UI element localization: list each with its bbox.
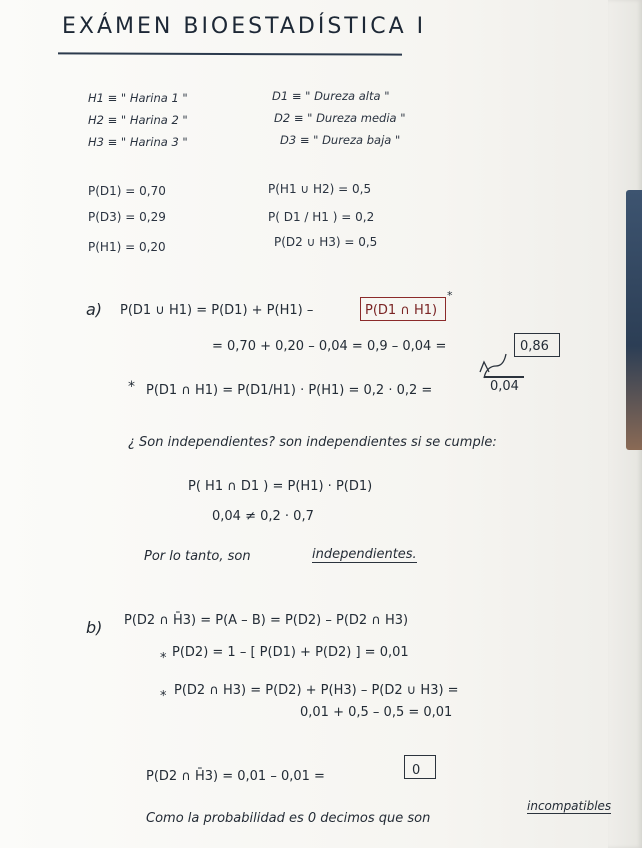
part-b-line2: P(D2) = 1 – [ P(D1) + P(D2) ] = 0,01: [172, 645, 409, 660]
definition-h1: H1 ≡ " Harina 1 ": [88, 91, 188, 105]
given-p-d3: P(D3) = 0,29: [88, 210, 166, 224]
given-p-h1-or-h2: P(H1 ∪ H2) = 0,5: [268, 182, 372, 196]
definition-d3: D3 ≡ " Dureza baja ": [280, 133, 401, 147]
part-b-result: 0: [412, 763, 421, 778]
given-p-d1-given-h1: P( D1 / H1 ) = 0,2: [268, 210, 375, 224]
definition-h3: H3 ≡ " Harina 3 ": [88, 135, 188, 149]
part-a-conclusion-word: independientes.: [312, 547, 417, 562]
part-a-label: a): [86, 300, 103, 319]
part-a-intersection-result: 0,04: [490, 379, 519, 394]
part-a-result-overline: [484, 376, 524, 378]
part-b-line3: P(D2 ∩ H3) = P(D2) + P(H3) – P(D2 ∪ H3) =: [174, 683, 459, 698]
part-b-line4: 0,01 + 0,5 – 0,5 = 0,01: [300, 705, 453, 720]
part-a-line3: P(D1 ∩ H1) = P(D1/H1) · P(H1) = 0,2 · 0,2 =: [146, 383, 433, 398]
background-object: [626, 190, 642, 450]
part-b-label: b): [86, 618, 103, 637]
page-title: EXÁMEN BIOESTADÍSTICA I: [62, 14, 427, 39]
part-a-question: ¿ Son independientes? son independientes si se cumple:: [128, 435, 497, 450]
given-p-d1: P(D1) = 0,70: [88, 184, 166, 198]
given-p-d2-or-h3: P(D2 ∪ H3) = 0,5: [274, 235, 378, 249]
part-a-conclusion: Por lo tanto, son: [144, 549, 251, 564]
part-b-line5: P(D2 ∩ H̄3) = 0,01 – 0,01 =: [146, 769, 325, 784]
part-a-condition-2: 0,04 ≠ 0,2 · 0,7: [212, 509, 314, 524]
part-a-condition-1: P( H1 ∩ D1 ) = P(H1) · P(D1): [188, 479, 373, 494]
part-a-star-2: *: [128, 379, 135, 395]
arrow-icon: [470, 352, 520, 382]
part-b-line1: P(D2 ∩ H̄3) = P(A – B) = P(D2) – P(D2 ∩ H3): [124, 613, 409, 628]
definition-d1: D1 ≡ " Dureza alta ": [272, 89, 390, 103]
part-a-line1: P(D1 ∪ H1) = P(D1) + P(H1) –: [120, 303, 314, 318]
part-b-final-word: incompatibles: [527, 799, 612, 813]
part-a-result: 0,86: [520, 339, 549, 354]
definition-h2: H2 ≡ " Harina 2 ": [88, 113, 188, 127]
part-a-boxed-term: P(D1 ∩ H1): [365, 303, 438, 318]
part-b-star-1: *: [160, 651, 167, 666]
part-a-line2: = 0,70 + 0,20 – 0,04 = 0,9 – 0,04 =: [212, 339, 447, 354]
part-a-star-1: *: [447, 289, 453, 302]
given-p-h1: P(H1) = 0,20: [88, 240, 166, 254]
part-b-star-2: *: [160, 689, 167, 704]
definition-d2: D2 ≡ " Dureza media ": [274, 111, 406, 125]
part-b-final-statement: Como la probabilidad es 0 decimos que son: [146, 811, 431, 826]
